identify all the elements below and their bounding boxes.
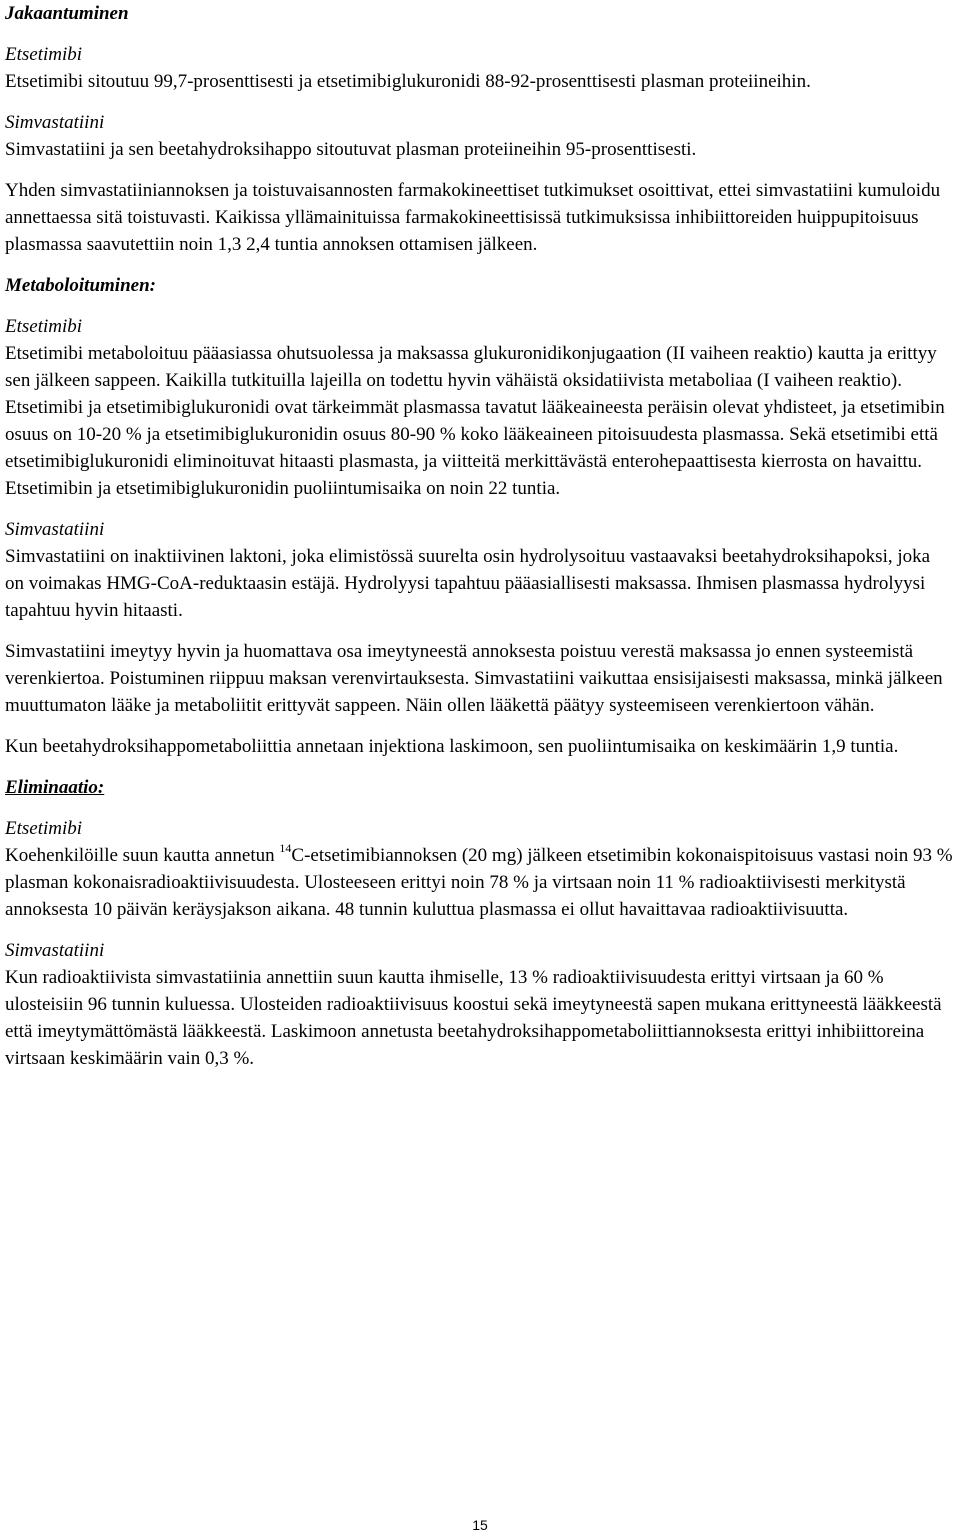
text-eliminaatio-etsetimibi-post: C-etsetimibiannoksen (20 mg) jälkeen etsetimibin kokonaispitoisuus vastasi noin 93 % plasman kokonaisradioaktiivisuudesta. Ulosteeseen erittyi noin 78 % ja virtsaan noin 11 % radioaktiivisesti merkitystä annoksesta 10 päivän keräysjakson aikana. 48 tunnin kuluttua plasmassa ei ollut havaittavaa radioaktiivisuutta.	[5, 845, 953, 920]
label-etsetimibi-2: Etsetimibi	[5, 316, 83, 337]
label-simvastatiini-3: Simvastatiini	[5, 940, 105, 961]
text-jakaantuminen-etsetimibi: Etsetimibi sitoutuu 99,7-prosenttisesti ja etsetimibiglukuronidi 88-92-prosenttisesti plasman proteiineihin.	[5, 71, 811, 92]
text-eliminaatio-etsetimibi-pre: Koehenkilöille suun kautta annetun	[5, 845, 280, 866]
label-etsetimibi-3: Etsetimibi	[5, 818, 83, 839]
superscript-14: 14	[279, 840, 292, 855]
text-metabolia-simvastatiini-2: Simvastatiini imeytyy hyvin ja huomattava osa imeytyneestä annoksesta poistuu verestä maksassa jo ennen systeemistä verenkiertoa. Poistuminen riippuu maksan verenvirtauksesta. Simvastatiini vaikuttaa ensisijaisesti maksassa, minkä jälkeen muuttumaton lääke ja metaboliitit erittyvät sappeen. Näin ollen lääkettä päätyy systeemiseen verenkiertoon vähän.	[5, 641, 943, 716]
text-jakaantuminen-simvastatiini: Simvastatiini ja sen beetahydroksihappo sitoutuvat plasman proteiineihin 95-prosenttisesti.	[5, 139, 697, 160]
heading-jakaantuminen: Jakaantuminen	[5, 3, 129, 24]
page-number: 15	[472, 1517, 488, 1533]
heading-eliminaatio: Eliminaatio:	[5, 777, 105, 798]
text-metabolia-simvastatiini-3: Kun beetahydroksihappometaboliittia annetaan injektiona laskimoon, sen puoliintumisaika on keskimäärin 1,9 tuntia.	[5, 736, 899, 757]
heading-metaboloituminen: Metaboloituminen:	[5, 275, 156, 296]
text-metabolia-simvastatiini-1: Simvastatiini on inaktiivinen laktoni, joka elimistössä suurelta osin hydrolysoituu vastaavaksi beetahydroksihapoksi, joka on voimakas HMG-CoA-reduktaasin estäjä. Hydrolyysi tapahtuu pääasiallisesti maksassa. Ihmisen plasmassa hydrolyysi tapahtuu hyvin hitaasti.	[5, 546, 931, 621]
label-simvastatiini-2: Simvastatiini	[5, 519, 105, 540]
text-jakaantuminen-farmakokinetiikka: Yhden simvastatiiniannoksen ja toistuvaisannosten farmakokineettiset tutkimukset osoittivat, ettei simvastatiini kumuloidu annettaessa sitä toistuvasti. Kaikissa yllämainituissa farmakokineettisissä tutkimuksissa inhibiittoreiden huippupitoisuus plasmassa saavutettiin noin 1,3 2,4 tuntia annoksen ottamisen jälkeen.	[5, 180, 941, 255]
text-eliminaatio-etsetimibi	[5, 842, 953, 923]
label-etsetimibi-1: Etsetimibi	[5, 44, 83, 65]
text-eliminaatio-simvastatiini: Kun radioaktiivista simvastatiinia annettiin suun kautta ihmiselle, 13 % radioaktiivisuudesta erittyi virtsaan ja 60 % ulosteisiin 96 tunnin kuluessa. Ulosteiden radioaktiivisuus koostui sekä imeytyneestä sapen mukana erittyneestä lääkkeestä että imeytymättömästä lääkkeestä. Laskimoon annetusta beetahydroksihappometaboliittiannoksesta erittyi inhibiittoreina virtsaan keskimäärin vain 0,3 %.	[5, 967, 942, 1069]
text-metabolia-etsetimibi: Etsetimibi metaboloituu pääasiassa ohutsuolessa ja maksassa glukuronidikonjugaation (II vaiheen reaktio) kautta ja erittyy sen jälkeen sappeen. Kaikilla tutkituilla lajeilla on todettu hyvin vähäistä oksidatiivista metaboliaa (I vaiheen reaktio). Etsetimibi ja etsetimibiglukuronidi ovat tärkeimmät plasmassa tavatut lääkeaineesta peräisin olevat yhdisteet, ja etsetimibin osuus on 10-20 % ja etsetimibiglukuronidin osuus 80-90 % koko lääkeaineen pitoisuudesta plasmassa. Sekä etsetimibi että etsetimibiglukuronidi eliminoituvat hitaasti plasmasta, ja viitteitä merkittävästä enterohepaattisesta kierrosta on havaittu. Etsetimibin ja etsetimibiglukuronidin puoliintumisaika on noin 22 tuntia.	[5, 343, 945, 499]
label-simvastatiini-1: Simvastatiini	[5, 112, 105, 133]
document-page	[5, 0, 953, 1072]
